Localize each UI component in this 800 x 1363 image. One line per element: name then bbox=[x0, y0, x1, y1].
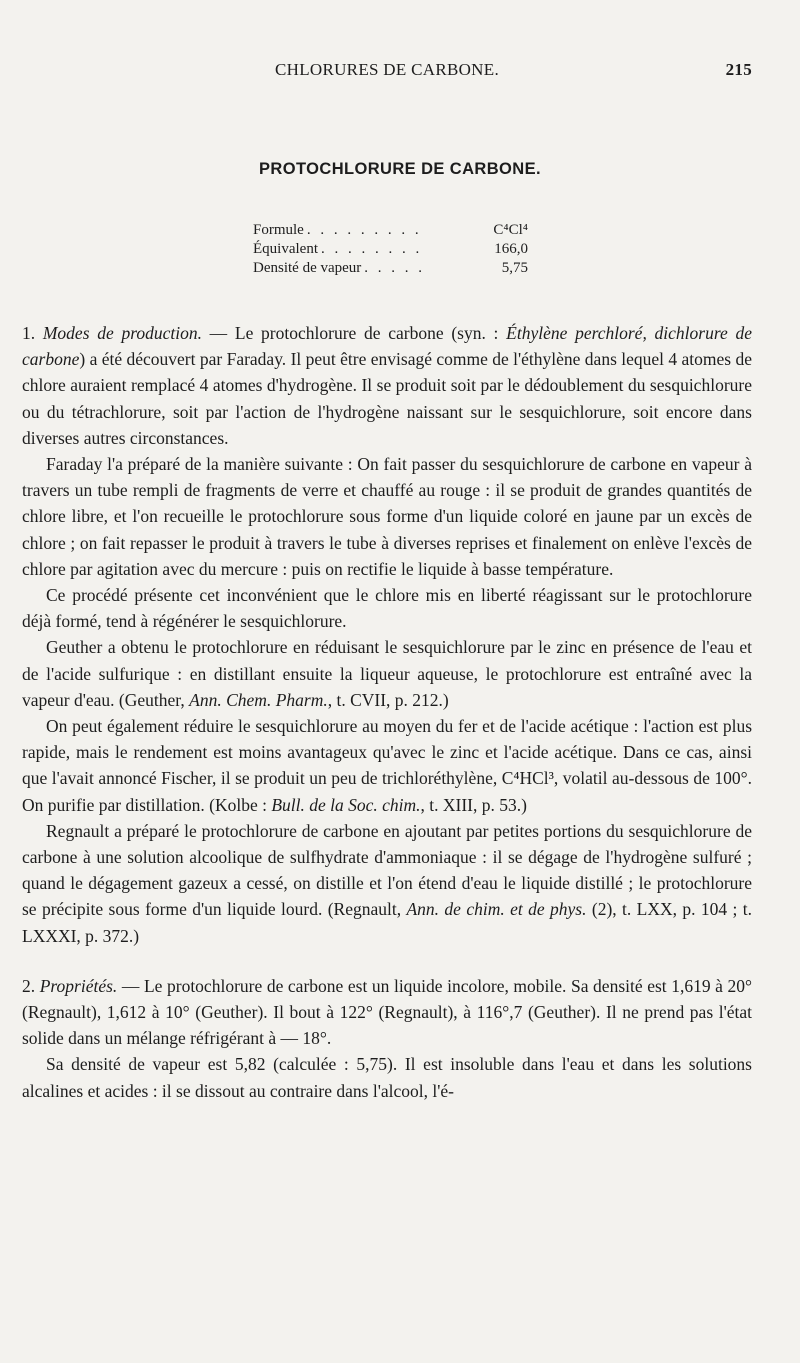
paragraph-text: , t. CVII, p. 212.) bbox=[327, 689, 449, 710]
property-value: C⁴Cl⁴ bbox=[493, 222, 528, 238]
paragraph-densite-vapeur: Sa densité de vapeur est 5,82 (calculée : 5,75). Il est insoluble dans l'eau et dans les solutions alcalines et acides : il se dissout au contraire dans l'alcool, l'é- bbox=[22, 1054, 752, 1101]
property-row bbox=[253, 240, 528, 259]
property-leader: . . . . . . . . bbox=[320, 241, 423, 257]
paragraph-text: ) a été découvert par Faraday. Il peut être envisagé comme de l'éthylène dans lequel 4 atomes de chlore auraient remplacé 4 atomes d'hydrogène. Il se produit soit par le dédoublement du sesquichlorure ou du tétrachlorure, soit par l'action de l'hydrogène naissant sur le sesquichlorure, soit encore dans diverses autres circonstances. bbox=[22, 349, 752, 448]
paragraph-proprietes bbox=[22, 973, 752, 1052]
paragraph-text: Regnault a préparé le protochlorure de carbone en ajoutant par petites portions du sesquichlorure de carbone à une solution alcoolique de sulfhydrate d'ammoniaque : il se dégage de l'hydrogène sulfuré ; quand le dégagement gazeux a cessé, on distille et l'on étend d'eau le liquide distillé ; le protochlorure se précipite sous forme d'un liquide lourd. (Regnault, bbox=[22, 820, 752, 920]
citation: Bull. de la Soc. chim. bbox=[271, 794, 421, 815]
paragraph-geuther bbox=[22, 634, 752, 713]
paragraph-text: — Le protochlorure de carbone est un liquide incolore, mobile. Sa densité est 1,619 à 20° (Regnault), 1,612 à 10° (Geuther). Il bout à 122° (Regnault), à 116°,7 (Geuther). Il ne prend pas l'état solide dans un mélange réfrigérant à — 18°. bbox=[22, 975, 752, 1049]
body-text bbox=[22, 320, 752, 1104]
section-heading: Modes de production. bbox=[42, 323, 202, 343]
properties-table bbox=[253, 221, 528, 278]
paragraph-inconvenient: Ce procédé présente cet inconvénient que le chlore mis en liberté réagissant sur le protochlorure déjà formé, tend à régénérer le sesquichlorure. bbox=[22, 585, 752, 632]
paragraph-kolbe bbox=[22, 713, 752, 818]
section-heading: Propriétés. bbox=[39, 975, 118, 996]
paragraph-text: On peut également réduire le sesquichlorure au moyen du fer et de l'acide acétique : l'action est plus rapide, mais le rendement est moins avantageux qu'avec le zinc et l'acide acétique. Dans ce cas, ainsi que l'avait annoncé Fischer, il se produit un peu de trichloréthylène, C⁴HCl³, volatil au-dessous de 100°. On purifie par distillation. (Kolbe : bbox=[22, 716, 752, 815]
page-number: 215 bbox=[725, 60, 752, 79]
property-label: Équivalent bbox=[253, 241, 318, 257]
property-label: Densité de vapeur bbox=[253, 260, 362, 276]
paragraph-text: — Le protochlorure de carbone (syn. : bbox=[201, 323, 507, 343]
section-number: 2. bbox=[22, 975, 36, 996]
paragraph-faraday: Faraday l'a préparé de la manière suivante : On fait passer du sesquichlorure de carbone en vapeur à travers un tube rempli de fragments de verre et chauffé au rouge : il se produit de grandes quantités de chlore libre, et l'on recueille le protochlorure sous forme d'un liquide coloré en jaune par un excès de chlore ; on fait repasser le produit à travers le tube à diverses reprises et finalement on enlève l'excès de chlore par agitation avec du mercure : puis on rectifie le liquide à basse température. bbox=[22, 454, 752, 579]
section-number: 1. bbox=[22, 323, 36, 343]
paragraph-text: (2), t. LXX, p. 104 ; t. LXXXI, p. 372.) bbox=[22, 899, 753, 946]
property-row bbox=[253, 259, 528, 278]
synonym-text: Éthylène perchloré, dichlorure de carbone bbox=[22, 323, 752, 370]
property-label: Formule bbox=[253, 222, 304, 238]
paragraph-text: , t. XIII, p. 53.) bbox=[420, 794, 527, 815]
section-title: PROTOCHLORURE DE CARBONE. bbox=[259, 160, 541, 178]
property-row bbox=[253, 221, 528, 240]
paragraph-regnault bbox=[22, 818, 752, 949]
running-title: CHLORURES DE CARBONE. bbox=[274, 60, 499, 79]
citation: Ann. Chem. Pharm. bbox=[189, 689, 328, 710]
property-value: 5,75 bbox=[501, 260, 528, 276]
paragraph-modes-de-production bbox=[22, 320, 752, 451]
running-head bbox=[22, 60, 752, 84]
property-leader: . . . . . . . . . bbox=[306, 222, 422, 238]
paragraph-text: Geuther a obtenu le protochlorure en réduisant le sesquichlorure par le zinc en présence de l'eau et de l'acide sulfurique : en distillant ensuite la liqueur aqueuse, le protochlorure est entraîné avec la vapeur d'eau. (Geuther, bbox=[22, 637, 752, 710]
citation: Ann. de chim. et de phys. bbox=[406, 899, 587, 920]
property-leader: . . . . . bbox=[364, 260, 426, 276]
property-value: 166,0 bbox=[494, 241, 528, 257]
